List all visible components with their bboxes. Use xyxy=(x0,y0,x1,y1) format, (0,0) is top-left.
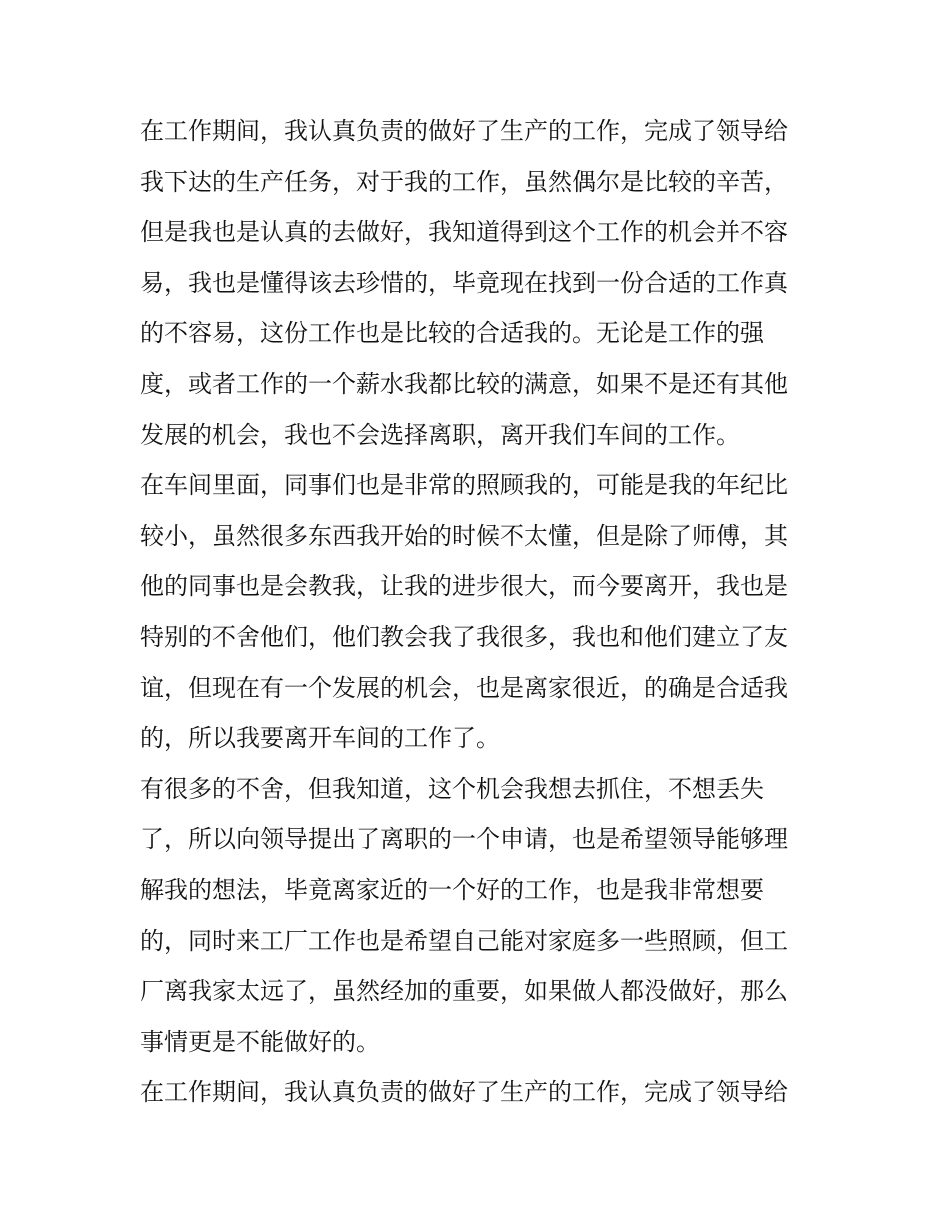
text-line: 在工作期间，我认真负责的做好了生产的工作，完成了领导给 xyxy=(140,117,788,145)
paragraph-2 xyxy=(140,460,820,764)
text-line: 较小，虽然很多东西我开始的时候不太懂，但是除了师傅，其 xyxy=(140,521,788,550)
text-line: 我下达的生产任务，对于我的工作，虽然偶尔是比较的辛苦， xyxy=(140,167,788,196)
text-line: 的不容易，这份工作也是比较的合适我的。无论是工作的强 xyxy=(140,319,764,348)
text-line: 谊，但现在有一个发展的机会，也是离家很近，的确是合适我 xyxy=(140,673,788,702)
text-line: 度，或者工作的一个薪水我都比较的满意，如果不是还有其他 xyxy=(140,369,788,398)
paragraph-3 xyxy=(140,764,820,1068)
text-line: 易，我也是懂得该去珍惜的，毕竟现在找到一份合适的工作真 xyxy=(140,268,788,297)
text-line: 但是我也是认真的去做好，我知道得到这个工作的机会并不容 xyxy=(140,218,788,247)
text-line: 特别的不舍他们，他们教会我了我很多，我也和他们建立了友 xyxy=(140,622,788,651)
text-line: 厂离我家太远了，虽然经加的重要，如果做人都没做好，那么 xyxy=(140,977,788,1006)
paragraph-1 xyxy=(140,106,820,460)
paragraph-4 xyxy=(140,1067,820,1118)
text-line: 在车间里面，同事们也是非常的照顾我的，可能是我的年纪比 xyxy=(140,471,788,500)
text-line: 他的同事也是会教我，让我的进步很大，而今要离开，我也是 xyxy=(140,572,788,601)
text-line: 事情更是不能做好的。 xyxy=(140,1027,380,1056)
text-line: 有很多的不舍，但我知道，这个机会我想去抓住，不想丢失 xyxy=(140,774,764,803)
document-body xyxy=(140,106,820,1118)
text-line: 的，所以我要离开车间的工作了。 xyxy=(140,724,500,753)
text-line: 了，所以向领导提出了离职的一个申请，也是希望领导能够理 xyxy=(140,825,788,854)
text-line: 的，同时来工厂工作也是希望自己能对家庭多一些照顾，但工 xyxy=(140,926,788,955)
text-line: 在工作期间，我认真负责的做好了生产的工作，完成了领导给 xyxy=(140,1078,788,1107)
text-line: 发展的机会，我也不会选择离职，离开我们车间的工作。 xyxy=(140,420,740,449)
text-line: 解我的想法，毕竟离家近的一个好的工作，也是我非常想要 xyxy=(140,875,764,904)
